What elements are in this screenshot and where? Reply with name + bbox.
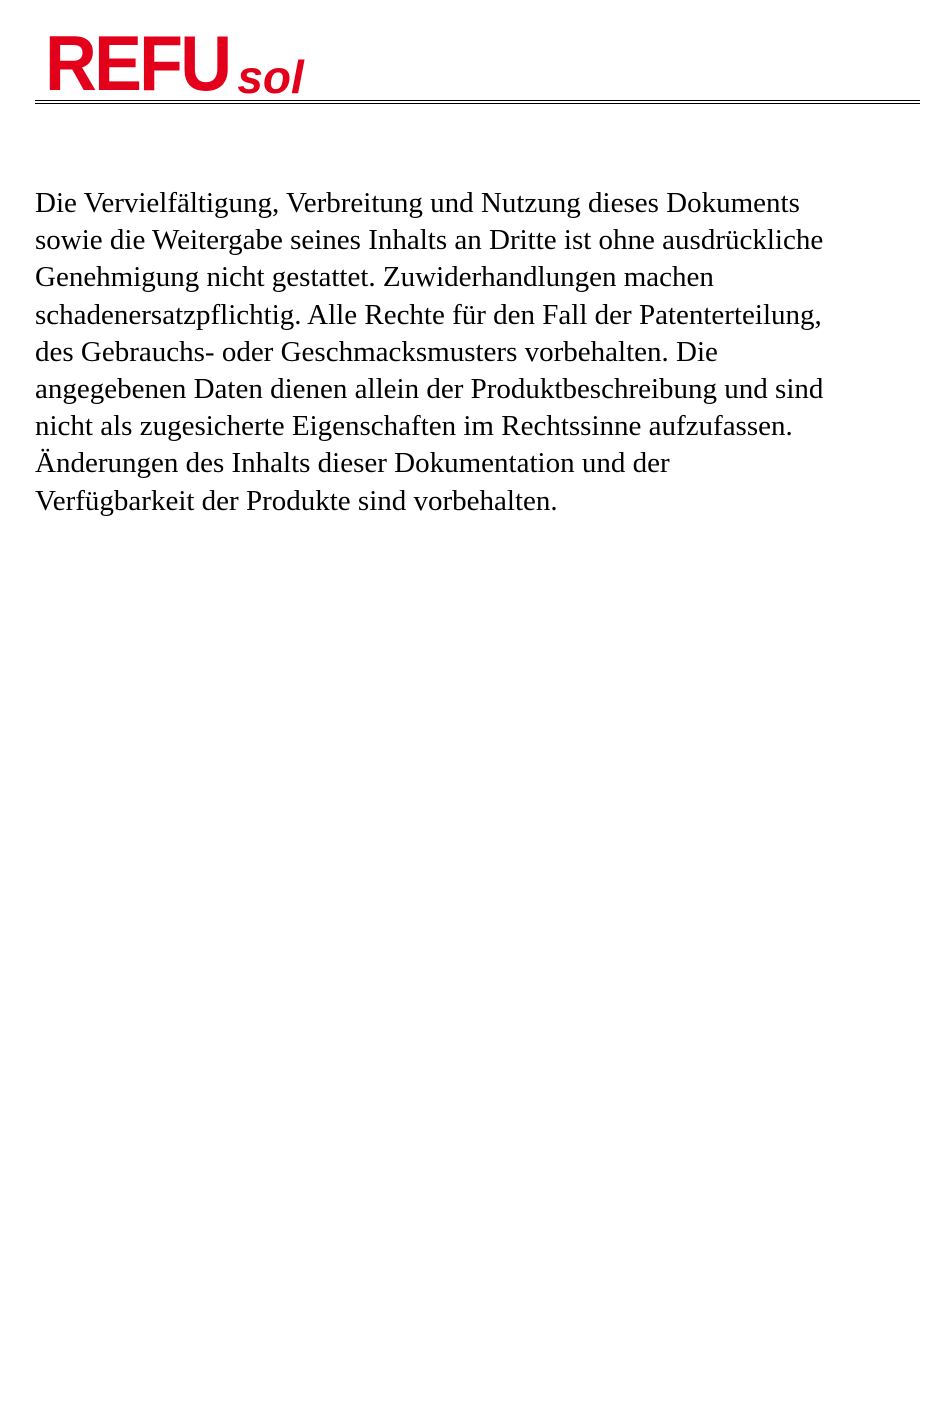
logo-sub-text: sol xyxy=(237,51,304,103)
header-divider xyxy=(35,100,920,104)
refusol-logo xyxy=(45,19,304,107)
page-header xyxy=(35,19,920,107)
legal-notice: Die Vervielfältigung, Verbreitung und Nutzung dieses Dokuments sowie die Weitergabe seines Inhalts an Dritte ist ohne ausdrückliche Genehmigung nicht gestattet. Zuwiderhandlungen machen schadenersatzpflichtig. Alle Rechte für den Fall der Patenterteilung, des Gebrauchs- oder Geschmacksmusters vorbehalten. Die angegebenen Daten dienen allein der Produktbeschreibung und sind nicht als zugesicherte Eigenschaften im Rechtssinne aufzufassen. Änderungen des Inhalts dieser Dokumentation und der Verfügbarkeit der Produkte sind vorbehalten. xyxy=(35,187,824,517)
logo-main-text: REFU xyxy=(45,19,230,107)
